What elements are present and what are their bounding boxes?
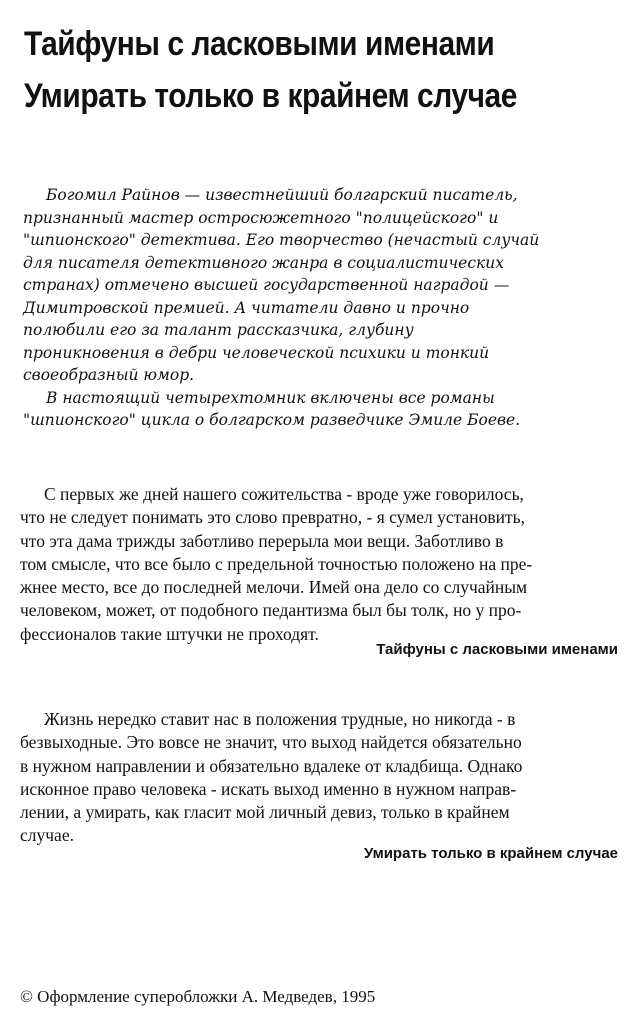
excerpt-line: случае. [20,825,74,846]
copyright-note: © Оформление суперобложки А. Медведев, 1995 [20,987,376,1006]
excerpt-line: жнее место, все до последней мелочи. Имей она дело со случайным [20,577,528,598]
excerpt-line: Жизнь нередко ставит нас в положения трудные, но никогда - в [44,709,516,729]
annotation-line: полюбили его за талант рассказчика, глубину [23,321,414,339]
title-line: Умирать только в крайнем случае [24,77,517,115]
excerpt-line: том смысле, что все было с предельной точностью положено на пре- [20,553,533,574]
book-titles [24,18,624,122]
excerpt-line: исконное право человека - искать выход именно в нужном направ- [20,778,517,799]
title-line: Тайфуны с ласковыми именами [24,25,495,63]
annotation-line: "шпионского" детектива. Его творчество (нечастый случай [23,231,540,249]
annotation-line: для писателя детективного жанра в социалистических [23,253,505,272]
excerpt-line: что эта дама трижды заботливо перерыла мои вещи. Заботливо в [20,530,504,551]
annotation-line: Димитровской премией. А читатели давно и прочно [23,298,470,317]
excerpt-line: что не следует понимать это слово превратно, - я сумел установить, [20,507,526,528]
annotation-line: странах) отмечено высшей государственной наградой — [23,276,510,294]
excerpt-typhoons [20,483,624,646]
annotation-line: "шпионского" цикла о болгарском разведчике Эмиле Боеве. [23,411,521,429]
annotation-line: Богомил Райнов — известнейший болгарский писатель, [46,186,518,204]
excerpt-line: лении, а умирать, как гласит мой личный девиз, только в крайнем [20,802,510,823]
excerpt-line: безвыходные. Это вовсе не значит, что выход найдется обязательно [20,732,522,753]
annotation-line: В настоящий четырехтомник включены все романы [46,388,495,407]
excerpt-line: фессионалов такие штучки не проходят. [20,623,319,644]
excerpt-line: в нужном направлении и обязательно вдалеке от кладбища. Однако [20,755,523,776]
annotation-line: признанный мастер остросюжетного "полицейского" и [23,208,499,227]
excerpt-source-typhoons: Тайфуны с ласковыми именами [376,641,618,658]
excerpt-line: С первых же дней нашего сожительства - вроде уже говорилось, [44,484,524,504]
excerpt-line: человеком, может, от подобного педантизма был бы толк, но у про- [20,600,522,621]
excerpt-die-only [20,708,624,848]
annotation-line: проникновения в дебри человеческой психики и тонкий [23,343,490,362]
excerpt-source-die-only: Умирать только в крайнем случае [364,845,618,862]
annotation-line: своеобразный юмор. [23,366,195,384]
annotation-block [23,184,626,432]
